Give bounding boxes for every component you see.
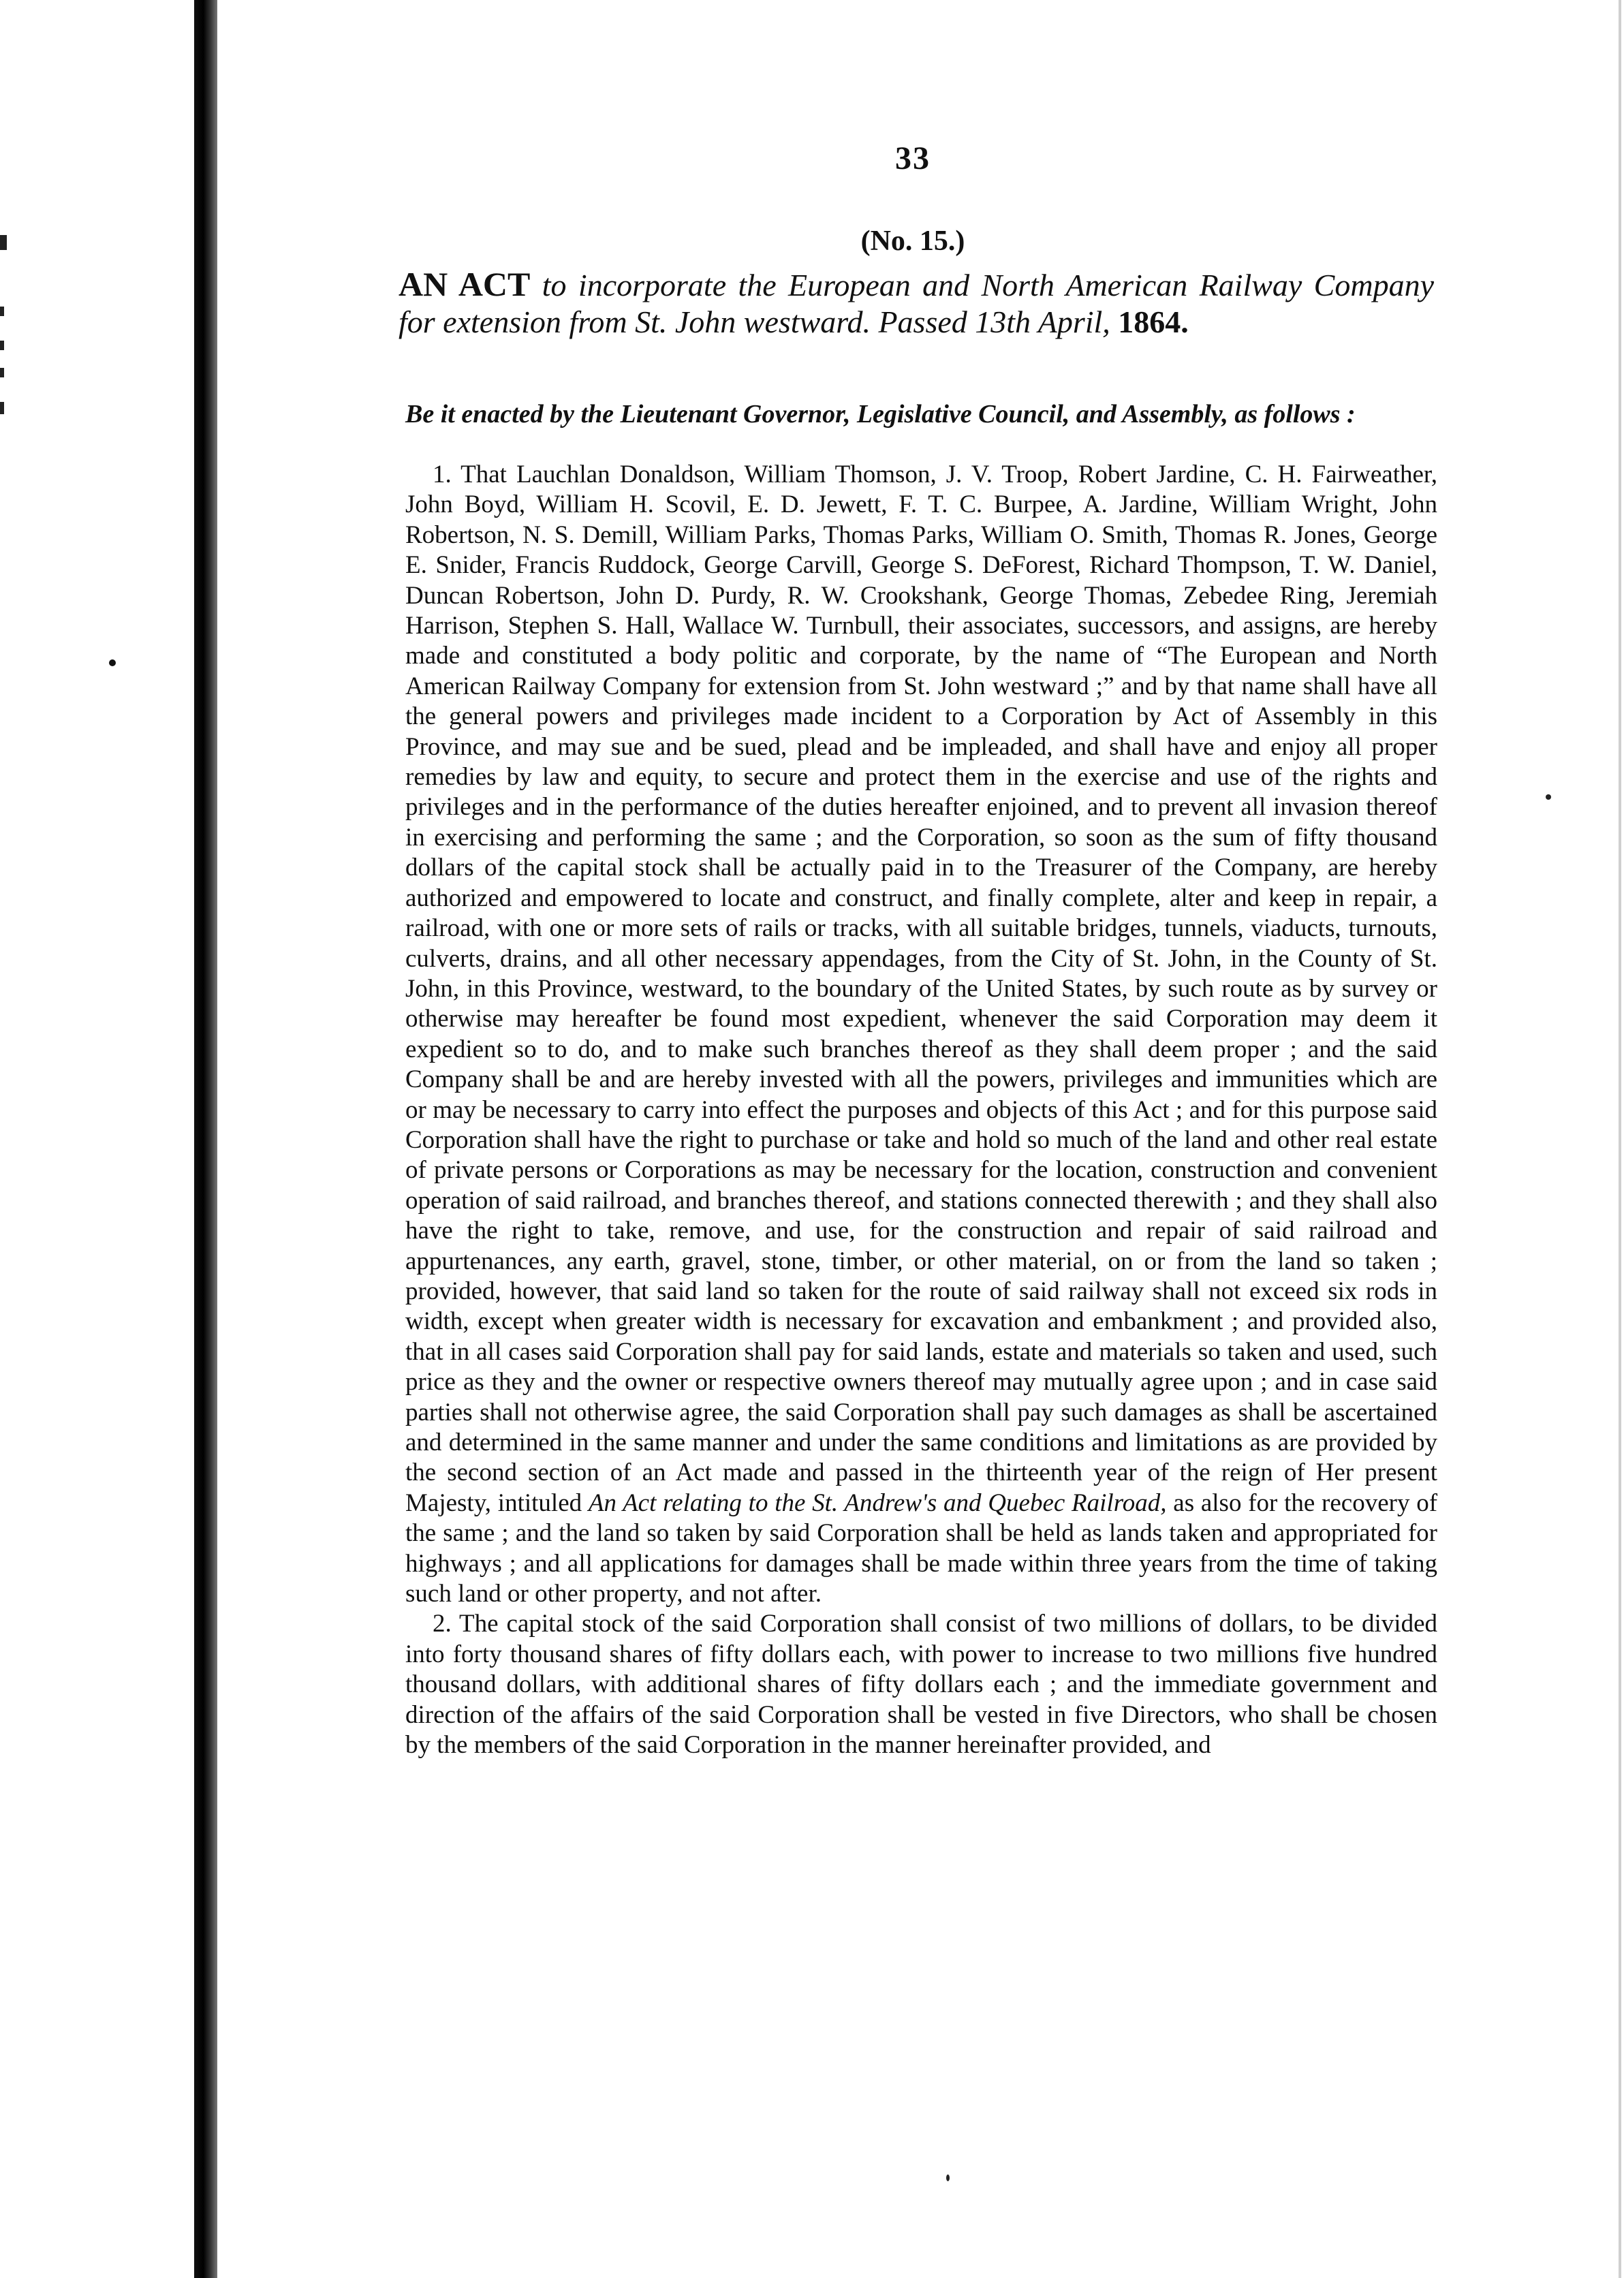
section-1 (405, 460, 1437, 1609)
act-title-description: to incorporate the European and North American Railway Company for extension from St. John westward. (399, 268, 1435, 339)
ink-blot (109, 659, 116, 666)
section-1-cited-act: An Act relating to the St. Andrew's and Quebec Railroad, (588, 1488, 1167, 1517)
facing-page-text-fragment (0, 307, 4, 316)
facing-page-text-fragment (0, 235, 7, 250)
enacting-clause: Be it enacted by the Lieutenant Governor, Legislative Council, and Assembly, as follows : (405, 400, 1356, 428)
act-title-passed: Passed 13th April, (878, 305, 1110, 339)
act-title-lead: AN ACT (399, 265, 531, 303)
section-2: 2. The capital stock of the said Corporation shall consist of two millions of dollars, to be divided into forty thousand shares of fifty dollars each, with power to increase to two millions five hundred thousand dollars, with additional shares of fifty dollars each ; and the immediate government and direction of the affairs of the said Corporation shall be vested in five Directors, who shall be chosen by the members of the said Corporation in the manner hereinafter provided, and (405, 1610, 1437, 1760)
act-title (399, 266, 1434, 341)
ink-speck (946, 2174, 950, 2181)
section-1-text: 1. That Lauchlan Donaldson, William Thomson, J. V. Troop, Robert Jardine, C. H. Fairweather, John Boyd, William H. Scovil, E. D. Jewett, F. T. C. Burpee, A. Jardine, William Wright, John Robertson, N. S. Demill, William Parks, Thomas Parks, William O. Smith, Thomas R. Jones, George E. Snider, Francis Ruddock, George Carvill, George S. DeForest, Richard Thompson, T. W. Daniel, Duncan Robertson, John D. Purdy, R. W. Crookshank, George Thomas, Zebedee Ring, Jeremiah Harrison, Stephen S. Hall, Wallace W. Turnbull, their associates, successors, and assigns, are hereby made and constituted a body politic and corporate, by the name of “The European and North American Railway Company for extension from St. John westward ;” and by that name shall have all the general powers and privileges made incident to a Corporation by Act of Assembly in this Province, and may sue and be sued, plead and be impleaded, and shall have and enjoy all proper remedies by law and equity, to secure and protect them in the exercise and use of the rights and privileges and in the performance of the duties hereafter enjoined, and to prevent all invasion thereof in exercising and performing the same ; and the Corporation, so soon as the sum of fifty thousand dollars of the capital stock shall be actually paid in to the Treasurer of the Company, are hereby authorized and empowered to locate and construct, and finally complete, alter and keep in repair, a railroad, with one or more sets of rails or tracks, with all suitable bridges, tunnels, viaducts, turnouts, culverts, drains, and all other necessary appendages, from the City of St. John, in the County of St. John, in this Province, westward, to the boundary of the United States, by such route as by survey or otherwise may hereafter be found most expedient, whenever the said Corporation may deem it expedient so to do, and to make such branches thereof as they shall deem proper ; and the said Company shall be and are hereby invested with all the powers, privileges and immunities which are or may be necessary to carry into effect the purposes and objects of this Act ; and for this purpose said Corporation shall have the right to purchase or take and hold so much of the land and other real estate of private persons or Corporations as may be necessary for the location, construction and convenient operation of said railroad, and branches thereof, and stations connected therewith ; and they shall also have the right to take, remove, and use, for the construction and repair of said railroad and appurtenances, any earth, gravel, stone, timber, or other material, on or from the land so taken ; provided, however, that said land so taken for the route of said railway shall not exceed six rods in width, except when greater width is necessary for excavation and embankment ; and provided also, that in all cases said Corporation shall pay for said lands, estate and materials so taken and used, such price as they and the owner or respective owners thereof may mutually agree upon ; and in case said parties shall not otherwise agree, the said Corporation shall pay such damages as shall be ascertained and determined in the same manner and under the same conditions and limitations as are provided by the second section of an Act made and passed in the thirteenth year of the reign of Her present Majesty, intituled (405, 461, 1437, 1517)
book-binding-gutter (194, 0, 217, 2278)
facing-page-text-fragment (0, 402, 4, 414)
act-title-year: 1864. (1118, 305, 1189, 339)
ink-speck (1546, 794, 1551, 800)
act-body (405, 460, 1437, 1760)
act-number: (No. 15.) (860, 225, 965, 257)
facing-page (0, 0, 194, 2278)
section-1-text-end: as also for the recovery of the same ; and the land so taken by said Corporation shall be held as lands taken and appropriated for highways ; and all applications for damages shall be made within three years from the time of taking such land or other property, and not after. (405, 1488, 1438, 1608)
page-number: 33 (895, 140, 931, 176)
facing-page-text-fragment (0, 368, 4, 377)
page-edge (1619, 0, 1621, 2278)
facing-page-text-fragment (0, 341, 4, 350)
